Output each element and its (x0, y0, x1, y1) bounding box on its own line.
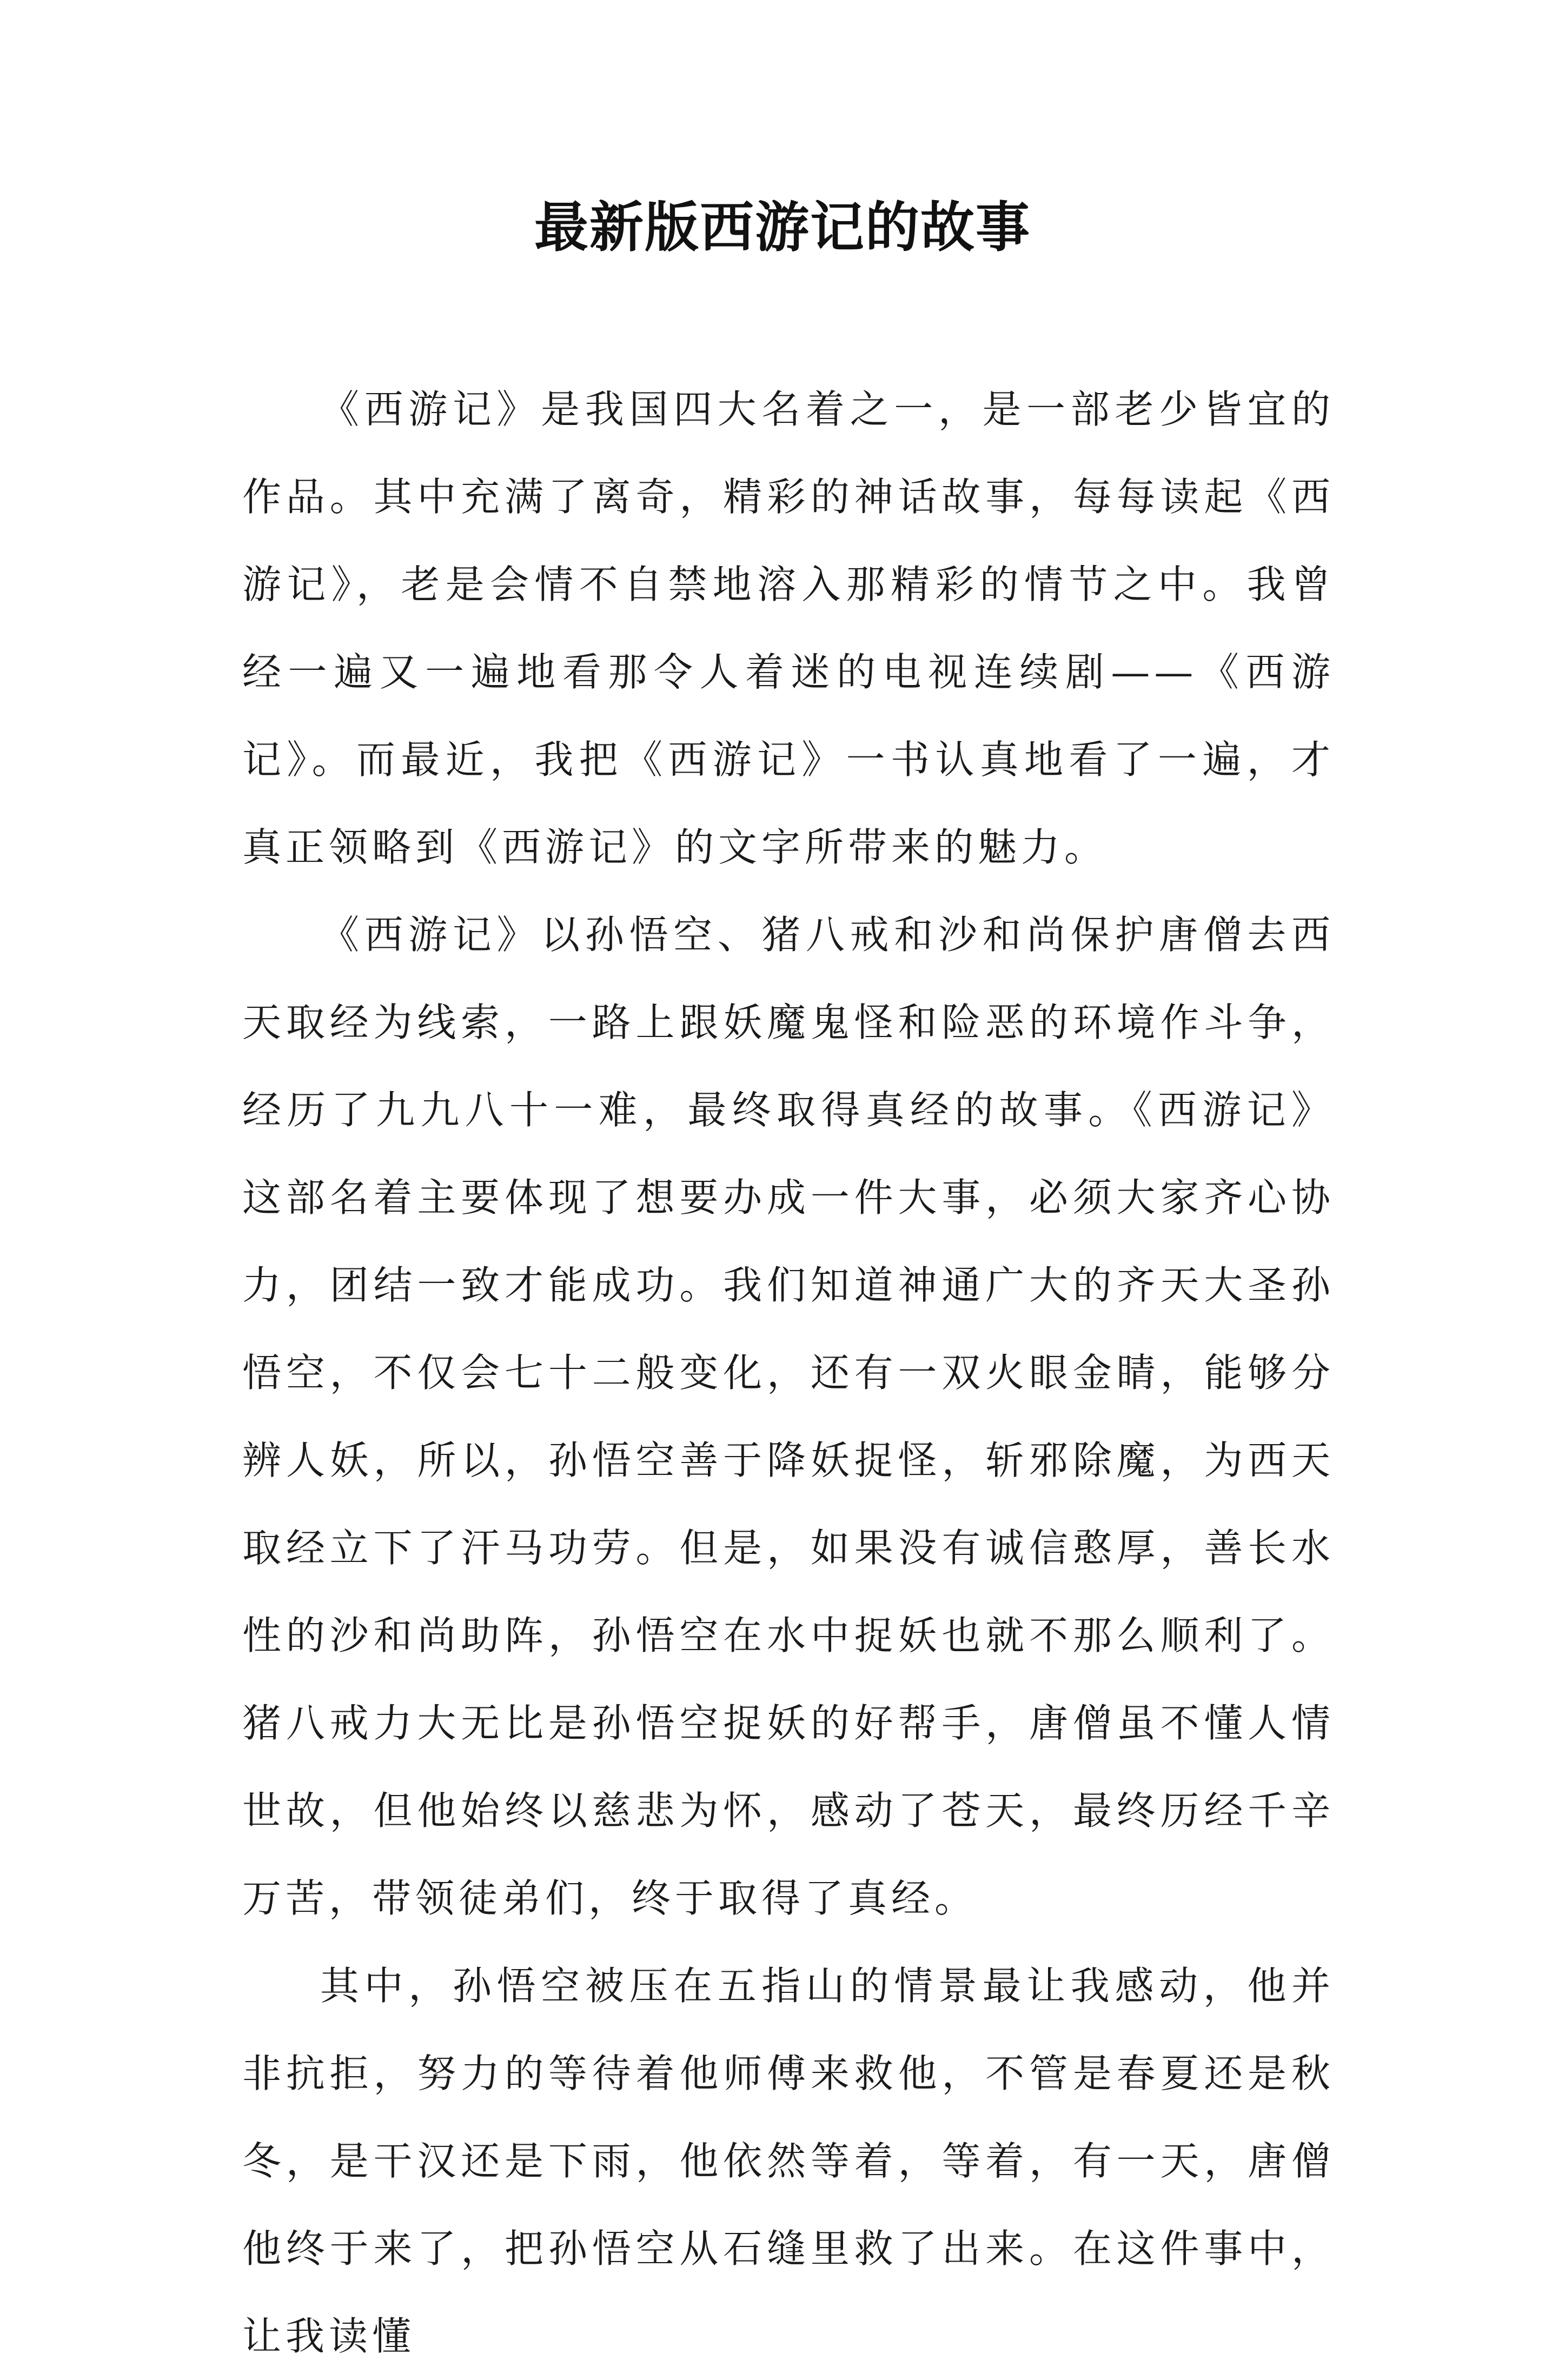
paragraph-3: 其中，孙悟空被压在五指山的情景最让我感动，他并非抗拒，努力的等待着他师傅来救他，不管是春夏还是秋冬，是干汉还是下雨，他依然等着，等着，有一天，唐僧他终于来了，把孙悟空从石缝里救了出来。在这件事中，让我读懂 (242, 1963, 1335, 2359)
document-body (242, 365, 1335, 2380)
document-title: 最新版西游记的故事 (534, 195, 1031, 259)
paragraph-2: 《西游记》以孙悟空、猪八戒和沙和尚保护唐僧去西天取经为线索，一路上跟妖魔鬼怪和险恶的环境作斗争，经历了九九八十一难，最终取得真经的故事。《西游记》这部名着主要体现了想要办成一件大事，必须大家齐心协力，团结一致才能成功。我们知道神通广大的齐天大圣孙悟空，不仅会七十二般变化，还有一双火眼金睛，能够分辨人妖，所以，孙悟空善于降妖捉怪，斩邪除魔，为西天取经立下了汗马功劳。但是，如果没有诚信憨厚，善长水性的沙和尚助阵，孙悟空在水中捉妖也就不那么顺利了。猪八戒力大无比是孙悟空捉妖的好帮手，唐僧虽不懂人情世故，但他始终以慈悲为怀，感动了苍天，最终历经千辛万苦，带领徒弟们，终于取得了真经。 (242, 912, 1335, 1921)
paragraph-1: 《西游记》是我国四大名着之一，是一部老少皆宜的作品。其中充满了离奇，精彩的神话故事，每每读起《西游记》，老是会情不自禁地溶入那精彩的情节之中。我曾经一遍又一遍地看那令人着迷的电视连续剧——《西游记》。而最近，我把《西游记》一书认真地看了一遍，才真正领略到《西游记》的文字所带来的魅力。 (242, 387, 1335, 870)
